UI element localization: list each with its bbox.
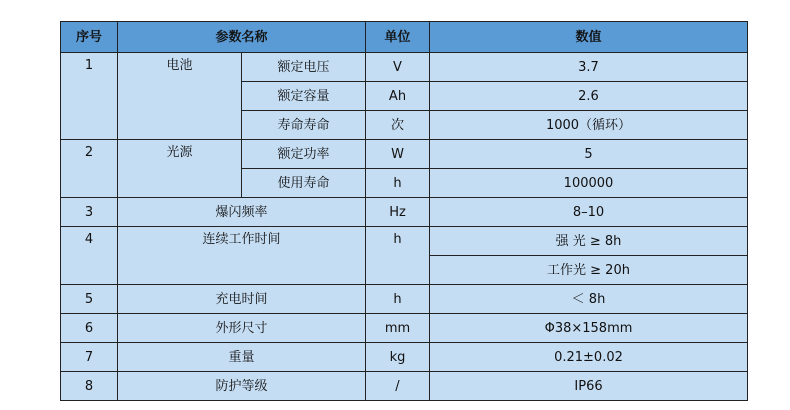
table-row <box>61 227 748 256</box>
unit-cell: 次 <box>366 111 430 140</box>
param-name: 外形尺寸 <box>118 314 366 343</box>
param-sub: 额定功率 <box>242 140 366 169</box>
table-row <box>61 140 748 169</box>
value-cell: 3.7 <box>430 53 748 82</box>
value-cell: 工作光 ≥ 20h <box>430 256 748 285</box>
value-cell: 强 光 ≥ 8h <box>430 227 748 256</box>
param-name: 充电时间 <box>118 285 366 314</box>
param-sub: 寿命寿命 <box>242 111 366 140</box>
header-param: 参数名称 <box>118 22 366 53</box>
spec-table <box>60 21 748 401</box>
table-row <box>61 343 748 372</box>
row-no: 2 <box>61 140 118 198</box>
param-group: 电池 <box>118 53 242 140</box>
value-cell: 100000 <box>430 169 748 198</box>
header-value: 数值 <box>430 22 748 53</box>
param-name: 连续工作时间 <box>118 227 366 285</box>
header-row <box>61 22 748 53</box>
unit-cell: Hz <box>366 198 430 227</box>
unit-cell: / <box>366 372 430 401</box>
param-name: 防护等级 <box>118 372 366 401</box>
value-cell: Φ38×158mm <box>430 314 748 343</box>
value-cell: 2.6 <box>430 82 748 111</box>
unit-cell: h <box>366 227 430 285</box>
unit-cell: Ah <box>366 82 430 111</box>
value-cell: 0.21±0.02 <box>430 343 748 372</box>
table-row <box>61 53 748 82</box>
unit-cell: kg <box>366 343 430 372</box>
value-cell: IP66 <box>430 372 748 401</box>
table-row <box>61 198 748 227</box>
value-cell: 8–10 <box>430 198 748 227</box>
row-no: 3 <box>61 198 118 227</box>
row-no: 6 <box>61 314 118 343</box>
row-no: 8 <box>61 372 118 401</box>
value-cell: 1000（循环） <box>430 111 748 140</box>
unit-cell: h <box>366 169 430 198</box>
param-group: 光源 <box>118 140 242 198</box>
table-row <box>61 285 748 314</box>
row-no: 1 <box>61 53 118 140</box>
row-no: 5 <box>61 285 118 314</box>
row-no: 4 <box>61 227 118 285</box>
param-name: 爆闪频率 <box>118 198 366 227</box>
param-sub: 额定电压 <box>242 53 366 82</box>
header-unit: 单位 <box>366 22 430 53</box>
unit-cell: h <box>366 285 430 314</box>
unit-cell: V <box>366 53 430 82</box>
param-name: 重量 <box>118 343 366 372</box>
value-cell: 5 <box>430 140 748 169</box>
table-row <box>61 314 748 343</box>
row-no: 7 <box>61 343 118 372</box>
unit-cell: mm <box>366 314 430 343</box>
param-sub: 使用寿命 <box>242 169 366 198</box>
header-no: 序号 <box>61 22 118 53</box>
value-cell: ＜ 8h <box>430 285 748 314</box>
param-sub: 额定容量 <box>242 82 366 111</box>
unit-cell: W <box>366 140 430 169</box>
table-row <box>61 372 748 401</box>
